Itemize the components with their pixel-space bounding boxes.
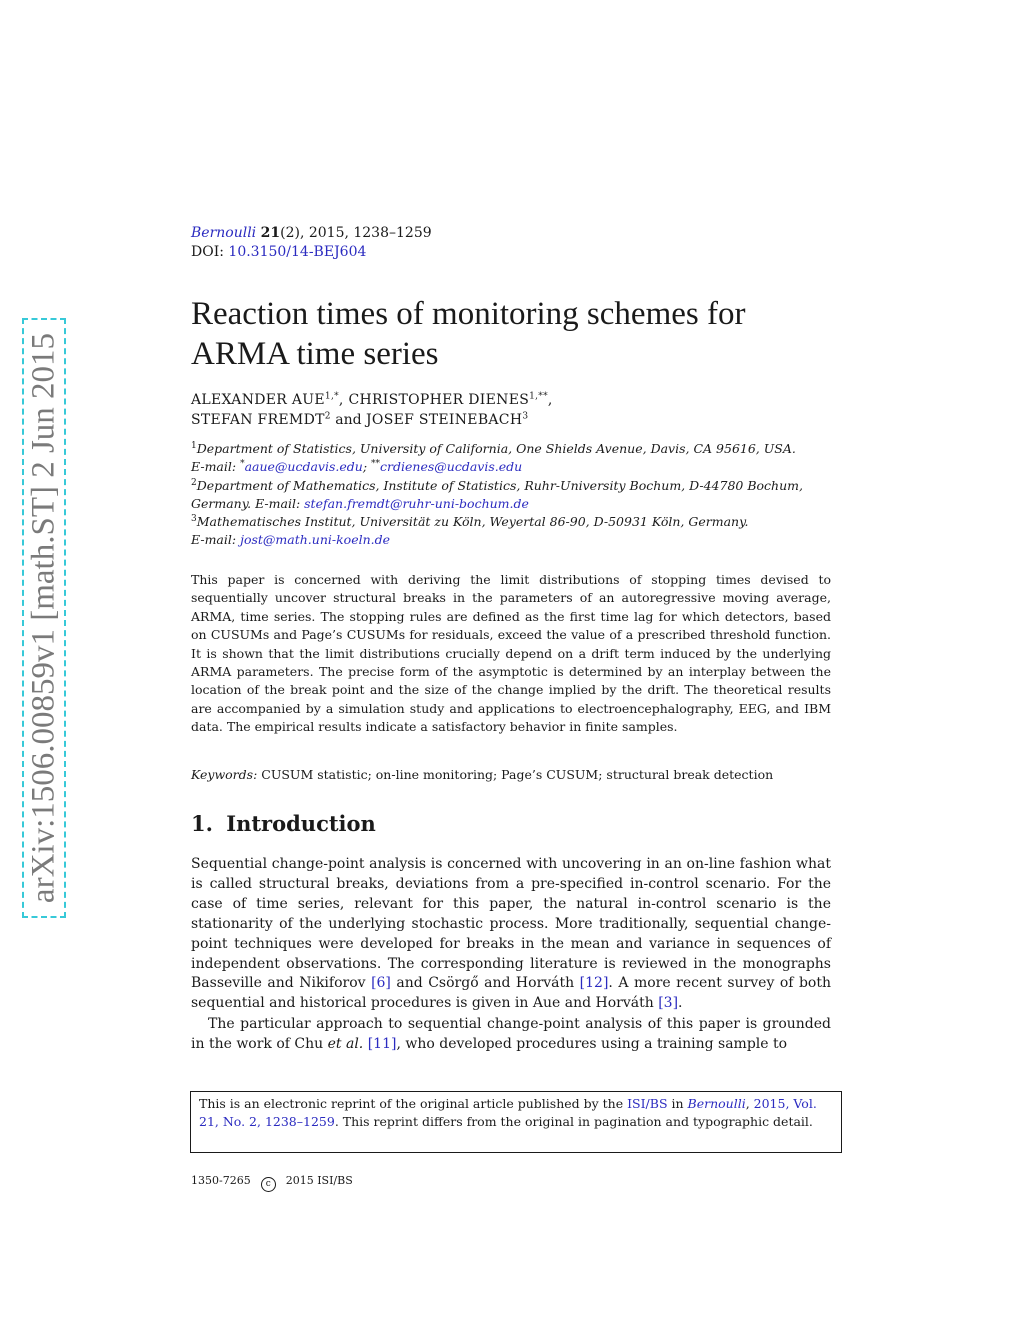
affiliations [191, 440, 831, 550]
email-link-dienes[interactable]: crdienes@ucdavis.edu [380, 459, 523, 475]
affiliation-2 [191, 477, 831, 514]
doi-link[interactable]: 10.3150/14-BEJ604 [228, 244, 367, 260]
section-number: 1. [191, 811, 213, 836]
reprint-notice [190, 1091, 842, 1153]
intro-paragraph-1 [191, 855, 831, 1014]
reprint-text: This is an electronic reprint of the original article published by the [199, 1096, 628, 1111]
paragraph-text: Sequential change-point analysis is concerned with uncovering in an on-line fashion what is called structural breaks, deviations from a pre-specified in-control scenario. For the case of time series, relevant for this paper, the natural in-control scenario is the stationarity of the underlying stochastic process. More traditionally, sequential change-point techniques were developed for breaks in the mean and variance in sequences of independent observations. The corresponding literature is reviewed in the monographs Basseville and Nikiforov [191, 856, 831, 992]
journal-citation [191, 224, 831, 243]
journal-volume: 21 [260, 225, 281, 241]
author-affiliation-mark: 1,** [529, 391, 548, 402]
affiliation-1 [191, 440, 831, 458]
reprint-text: , [745, 1096, 754, 1111]
et-al: et al. [327, 1035, 364, 1052]
citation-link-3[interactable]: [3] [658, 995, 679, 1012]
affiliation-number: 2 [191, 477, 197, 488]
citation-link-11[interactable]: [11] [367, 1035, 397, 1052]
paragraph-text: The particular approach to sequential change-point analysis of this paper is grounded in the work of Chu [191, 1016, 831, 1052]
intro-paragraph-2 [191, 1015, 831, 1055]
author-affiliation-mark: 3 [522, 411, 529, 422]
affiliation-number: 3 [191, 514, 197, 525]
arxiv-stamp [22, 318, 66, 918]
issn: 1350-7265 [191, 1174, 251, 1187]
arxiv-stamp-text: arXiv:1506.00859v1 [math.ST] 2 Jun 2015 [25, 332, 62, 904]
bernoulli-link[interactable]: Bernoulli [687, 1096, 746, 1111]
paragraph-text: , who developed procedures using a training sample to [396, 1035, 788, 1052]
section-title: Introduction [226, 811, 376, 836]
email-link-aue[interactable]: aaue@ucdavis.edu [244, 459, 363, 475]
affiliation-3 [191, 513, 831, 531]
author-line-1 [191, 390, 831, 410]
citation-link-12[interactable]: [12] [579, 975, 609, 992]
journal-link[interactable]: Bernoulli [191, 225, 257, 241]
author-line-2 [191, 410, 831, 430]
author-name: CHRISTOPHER DIENES [348, 392, 530, 408]
affiliation-1-email [191, 458, 831, 476]
paper-title: Reaction times of monitoring schemes for ARMA time series [191, 296, 746, 372]
affiliation-text: Mathematisches Institut, Universität zu Köln, Weyertal 86-90, D-50931 Köln, Germany. [196, 514, 749, 530]
email-mark: ** [371, 459, 381, 470]
doi-label: DOI: [191, 244, 224, 260]
author-name: STEFAN FREMDT [191, 412, 325, 428]
email-mark: * [240, 459, 245, 470]
reprint-text: . This reprint differs from the original in pagination and typographic detail. [334, 1114, 813, 1130]
copyright-holder: 2015 ISI/BS [285, 1174, 353, 1187]
affiliation-3-email [191, 531, 831, 549]
journal-issue-pages: (2), 2015, 1238–1259 [280, 225, 432, 241]
section-heading [191, 810, 831, 838]
author-list [191, 390, 831, 430]
author-affiliation-mark: 1,* [324, 391, 339, 402]
paragraph-text: . [678, 995, 683, 1012]
email-link-steinebach[interactable]: jost@math.uni-koeln.de [240, 532, 391, 548]
isibs-link[interactable]: ISI/BS [627, 1096, 668, 1111]
abstract: This paper is concerned with deriving the limit distributions of stopping times devised to sequentially uncover structural breaks in the parameters of an autoregressive moving average, ARMA, time series. The stopping rules are defined as the first time lag for which detectors, based on CUSUMs and Page’s CUSUMs for residuals, exceed the value of a prescribed threshold function. It is shown that the limit distributions crucially depend on a drift term induced by the underlying ARMA parameters. The precise form of the asymptotic is determined by an interplay between the location of the break point and the size of the change implied by the drift. The theoretical results are accompanied by a simulation study and applications to electroencephalography, EEG, and IBM data. The empirical results indicate a satisfactory behavior in finite samples. [191, 572, 831, 735]
author-separator: , [338, 392, 349, 408]
affiliation-text: Department of Mathematics, Institute of Statistics, Ruhr-University Bochum, D-44780 Bochum, Germany. E-mail: [191, 477, 803, 511]
paragraph-text: . A more recent survey of both sequential and historical procedures is given in Aue and Horváth [191, 975, 832, 1012]
affiliation-text: Department of Statistics, University of California, One Shields Avenue, Davis, CA 95616, USA. [196, 441, 796, 456]
email-label: E-mail: [191, 459, 241, 475]
footer [191, 1173, 353, 1192]
reprint-text: in [667, 1096, 688, 1111]
doi-line [191, 243, 831, 262]
email-label: E-mail: [191, 532, 241, 548]
email-separator: ; [362, 459, 372, 475]
author-conjunction: and [330, 412, 366, 428]
keywords-label: Keywords: [191, 767, 258, 782]
author-separator: , [547, 392, 553, 408]
copyright-icon: c [261, 1177, 276, 1192]
citation-link-6[interactable]: [6] [371, 975, 391, 992]
email-link-fremdt[interactable]: stefan.fremdt@ruhr-uni-bochum.de [304, 495, 529, 511]
keywords [191, 766, 831, 784]
author-name: JOSEF STEINEBACH [366, 412, 523, 428]
volume-link[interactable]: 2015, Vol. 21, No. 2, 1238–1259 [199, 1096, 817, 1130]
keywords-text: CUSUM statistic; on-line monitoring; Page’s CUSUM; structural break detection [257, 767, 774, 782]
affiliation-number: 1 [191, 440, 197, 451]
author-affiliation-mark: 2 [324, 411, 331, 422]
author-name: ALEXANDER AUE [191, 392, 325, 408]
paragraph-text: and Csörgő and Horváth [390, 975, 580, 992]
